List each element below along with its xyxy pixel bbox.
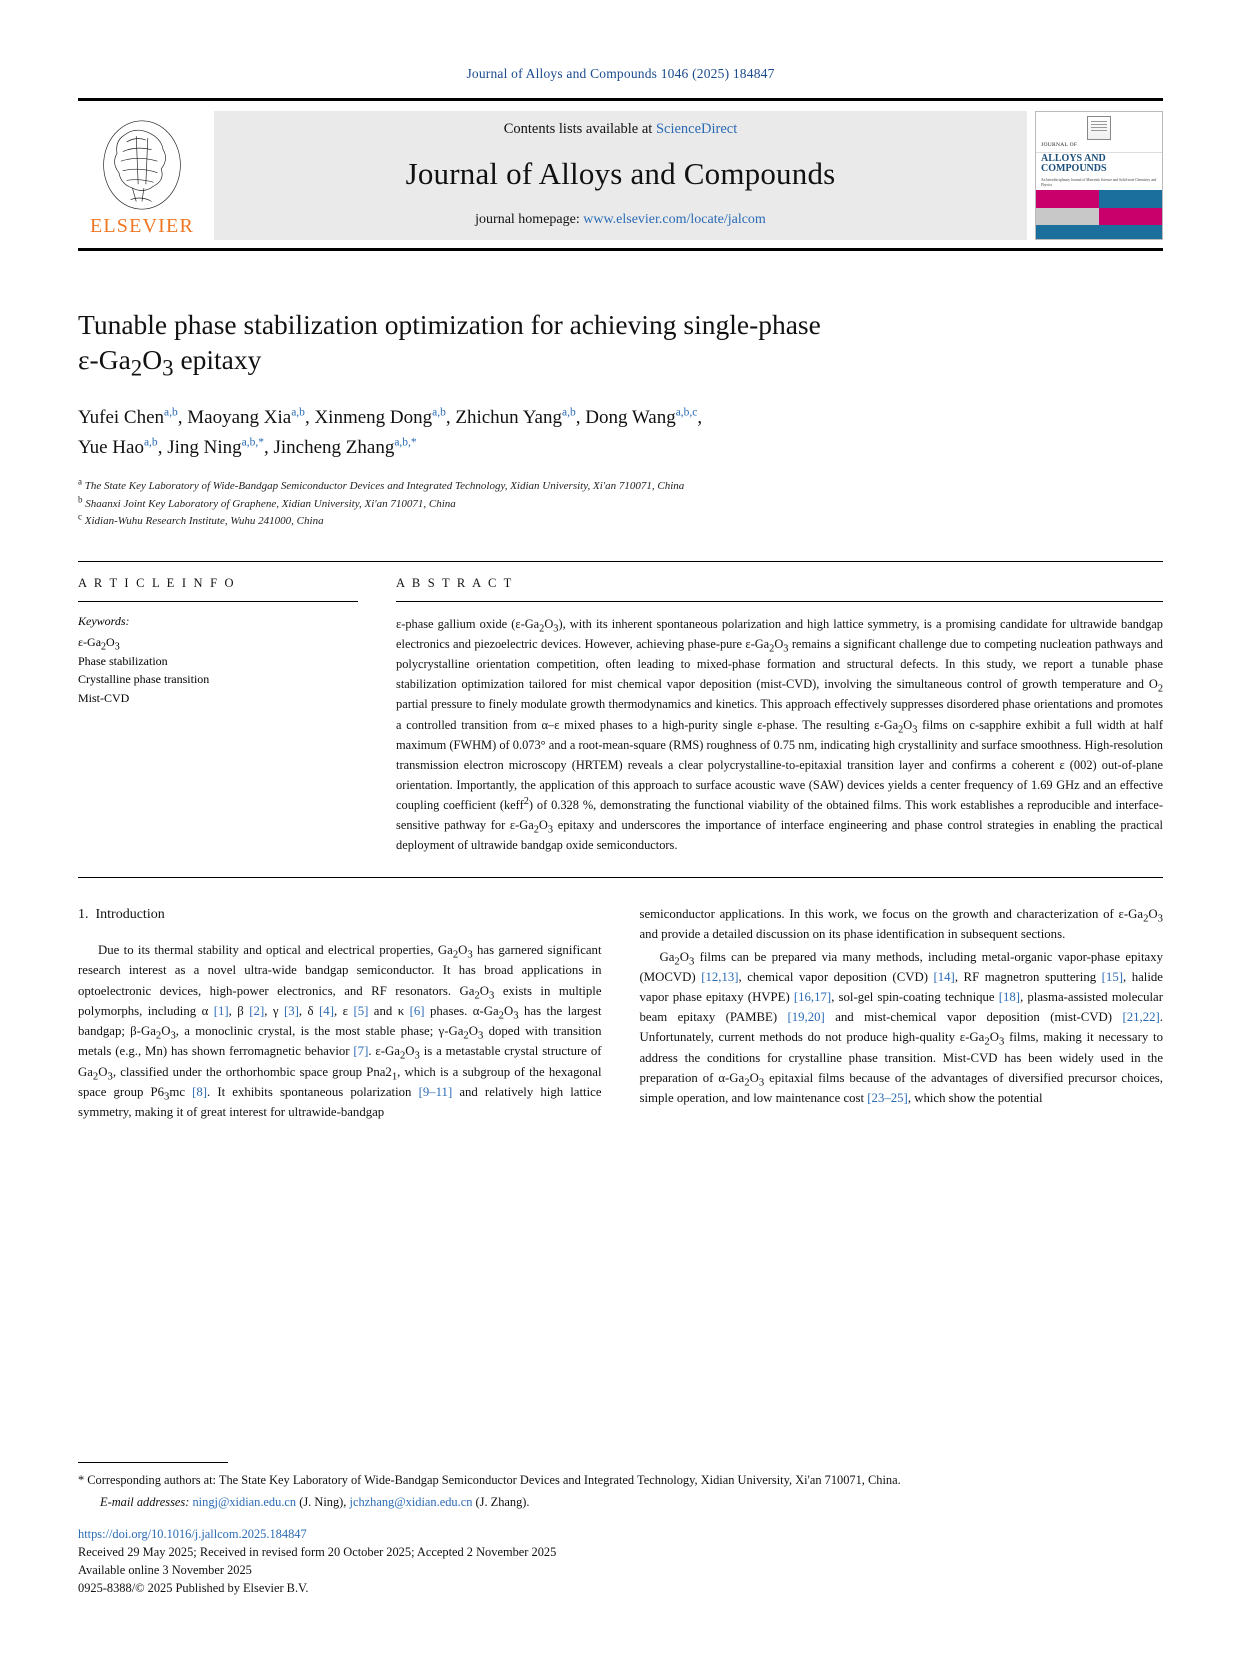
citation-link[interactable]: [6] <box>409 1003 425 1018</box>
abstract-heading: A B S T R A C T <box>396 576 514 591</box>
citation-link[interactable]: [21,22] <box>1122 1010 1160 1025</box>
journal-cover-thumbnail <box>1035 111 1163 240</box>
publication-meta <box>78 1526 1163 1598</box>
journal-book-icon <box>1087 116 1111 140</box>
article-content <box>78 307 1163 1124</box>
journal-band <box>214 111 1027 240</box>
contents-prefix: Contents lists available at <box>503 121 656 137</box>
citation-link[interactable]: [14] <box>933 969 955 984</box>
citation-link[interactable]: [4] <box>319 1003 334 1018</box>
running-head: Journal of Alloys and Compounds 1046 (2025) 184847 <box>466 66 775 81</box>
email-owner-ning: (J. Ning), <box>299 1495 347 1510</box>
body-column-left <box>78 904 602 1124</box>
author: Jing Ning$^{a,b,*}$, <box>167 436 274 458</box>
keyword-item: Crystalline phase transition <box>78 672 210 687</box>
author: Yue Hao$^{a,b}$, <box>78 436 168 458</box>
abstract-rule <box>396 601 1163 602</box>
article-info-column <box>78 576 358 855</box>
history-line: Received 29 May 2025; Received in revised form 20 October 2025; Accepted 2 November 2025 <box>78 1545 557 1560</box>
cover-tile-1 <box>1036 190 1099 207</box>
cover-top <box>1036 112 1162 153</box>
cover-label: JOURNAL OF <box>1041 142 1078 148</box>
author: Maoyang Xia$^{a,b}$, <box>187 407 315 429</box>
contents-line <box>504 121 738 138</box>
cover-tile-4 <box>1099 208 1162 225</box>
abstract-text: ε-phase gallium oxide $(\varepsilon-Ga_2O_3)$, with its inherent spontaneous polarization and high lattice symmetry, is a promising candidate for ultrawide bandgap electronics and piezoelectric devices. However, achieving phase-pure $\varepsilon-Ga_2O_3$ remains a significant challenge due to competing nucleation pathways and polycrystalline orientation competition, often leading to mixed-phase formation and structural defects. In this study, we report a tunable phase stabilization optimization tailored for mist chemical vapor deposition (mist-CVD), involving the simultaneous control of growth temperature and $O_2$ partial pressure to finely modulate growth thermodynamics and kinetics. This approach effectively suppresses disordered phase orientations and promotes a controlled transition from α–ε mixed phases to a high-purity single ε-phase. The resulting $\varepsilon-Ga_2O_3$ films on c-sapphire exhibit a full width at half maximum (FWHM) of 0.073° and a root-mean-square (RMS) roughness of 0.75 nm, indicating high crystallinity and surface smoothness. High-resolution transmission electron microscopy (HRTEM) reveals a clear polycrystalline-to-epitaxial transition layer and confirms a coherent ε (002) out-of-plane orientation. Importantly, the application of this approach to surface acoustic wave (SAW) devices yields a center frequency of 1.69 GHz and an effective coupling coefficient (keff$^2$) of 0.328 %, demonstrating the functional viability of the obtained films. This work establishes a reproducible and interface-sensitive pathway for $\varepsilon-Ga_2O_3$ epitaxy and underscores the importance of interface engineering and phase control strategies in enabling the practical deployment of ultrawide bandgap oxide semiconductors. <box>396 617 1164 853</box>
available-online-line: Available online 3 November 2025 <box>78 1563 252 1578</box>
cover-color-grid <box>1036 190 1162 225</box>
abstract-column <box>396 576 1163 855</box>
sciencedirect-link[interactable]: ScienceDirect <box>655 121 738 137</box>
homepage-line <box>475 212 766 228</box>
citation-link[interactable]: [9–11] <box>418 1084 453 1099</box>
body-column-right <box>640 904 1164 1124</box>
affiliation: $^b$ Shaanxi Joint Key Laboratory of Graphene, Xidian University, Xi'an 710071, China <box>78 494 456 510</box>
body-separator <box>78 877 1163 878</box>
cover-tile-2 <box>1099 190 1162 207</box>
author: Yufei Chen$^{a,b}$, <box>78 407 188 429</box>
cover-journal-title: ALLOYS AND COMPOUNDS <box>1041 152 1107 175</box>
corresponding-author-note: * Corresponding authors at: The State Key Laboratory of Wide-Bandgap Semiconductor Devices and Integrated Technology, Xidian University, Xi'an 710071, China. <box>78 1472 901 1487</box>
title-line-1: Tunable phase stabilization optimization for achieving single-phase <box>78 309 821 340</box>
title-line-2: $\varepsilon-Ga_2O_3$ epitaxy <box>78 344 262 381</box>
journal-homepage-link[interactable]: www.elsevier.com/locate/jalcom <box>583 212 766 227</box>
body-columns <box>78 904 1163 1124</box>
citation-link[interactable]: [18] <box>998 990 1021 1005</box>
footnote-rule <box>78 1462 228 1463</box>
citation-link[interactable]: [16,17] <box>793 990 832 1005</box>
author: Jincheng Zhang$^{a,b,*}$ <box>273 436 417 458</box>
cover-tile-3 <box>1036 208 1099 225</box>
citation-link[interactable]: [12,13] <box>701 969 739 984</box>
author: Dong Wang$^{a,b,c}$, <box>585 407 703 429</box>
doi-link[interactable]: https://doi.org/10.1016/j.jallcom.2025.184847 <box>78 1527 307 1542</box>
section-heading-introduction: 1. Introduction <box>78 907 165 923</box>
citation-link[interactable]: [19,20] <box>787 1010 825 1025</box>
citation-link[interactable]: [1] <box>213 1003 229 1018</box>
cover-description: An Interdisciplinary Journal of Materials Science and Solid-state Chemistry and Physics <box>1041 177 1157 187</box>
citation-link[interactable]: [15] <box>1101 969 1123 984</box>
citation-link[interactable]: [8] <box>192 1084 208 1099</box>
citation-link[interactable]: [23–25] <box>867 1091 908 1106</box>
footnote-block <box>78 1462 1163 1598</box>
cover-footer-bar <box>1036 225 1162 239</box>
email-link-ning[interactable]: ningj@xidian.edu.cn <box>192 1495 297 1510</box>
email-label: E-mail addresses: <box>100 1495 190 1510</box>
citation-link[interactable]: [7] <box>353 1044 369 1059</box>
copyright-line: 0925-8388/© 2025 Published by Elsevier B.V. <box>78 1581 309 1596</box>
email-note <box>78 1493 1163 1512</box>
author-list <box>78 403 1163 462</box>
author: Xinmeng Dong$^{a,b}$, <box>314 407 456 429</box>
keyword-item: Phase stabilization <box>78 653 168 668</box>
citation-link[interactable]: [5] <box>353 1003 369 1018</box>
affiliation-list <box>78 478 1163 531</box>
paragraph: semiconductor applications. In this work, we focus on the growth and characterization of $\varepsilon-Ga_2O_3$ and provide a detailed discussion on its phase identification in subsequent sections. <box>639 907 1163 942</box>
citation-link[interactable]: [2] <box>249 1003 265 1018</box>
paragraph: Due to its thermal stability and optical and electrical properties, $Ga_2O_3$ has garnered significant research interest as a novel ultra-wide bandgap semiconductor. It has broad applications in optoelectronic devices, high-power electronics, and RF resonators. $Ga_2O_3$ exists in multiple polymorphs, including α [1], β [2], γ [3], δ [4], ε [5] and κ [6] phases. $\alpha-Ga_2O_3$ has the largest bandgap; $\beta-Ga_2O_3$, a monoclinic crystal, is the most stable phase; $\gamma-Ga_2O_3$ doped with transition metals (e.g., Mn) has shown ferromagnetic behavior [7]. $\varepsilon-Ga_2O_3$ is a metastable crystal structure of $Ga_2O_3$, classified under the orthorhombic space group $Pna2_1$, which is a subgroup of the hexagonal space group $P6_3mc$ [8]. It exhibits spontaneous polarization [9–11] and relatively high lattice symmetry, making it of great interest for ultrawide-bandgap <box>78 943 602 1120</box>
elsevier-tree-icon <box>93 117 191 213</box>
homepage-prefix: journal homepage: <box>475 212 584 227</box>
article-info-rule <box>78 601 358 602</box>
affiliation: $^c$ Xidian-Wuhu Research Institute, Wuhu 241000, China <box>78 511 324 528</box>
keyword-item: Mist-CVD <box>78 690 130 705</box>
keyword-list <box>78 633 358 707</box>
info-abstract-block <box>78 561 1163 855</box>
elsevier-wordmark: ELSEVIER <box>89 215 195 237</box>
journal-masthead <box>78 98 1163 251</box>
journal-title: Journal of Alloys and Compounds <box>405 156 836 191</box>
keywords-label: Keywords: <box>78 614 130 629</box>
elsevier-logo <box>78 111 206 240</box>
email-link-zhang[interactable]: jchzhang@xidian.edu.cn <box>349 1495 473 1510</box>
keyword-item: $\varepsilon-Ga_2O_3$ <box>78 635 120 653</box>
citation-link[interactable]: [3] <box>283 1003 299 1018</box>
page-title <box>78 307 1163 381</box>
affiliation: $^a$ The State Key Laboratory of Wide-Bandgap Semiconductor Devices and Integrated Technology, Xidian University, Xi'an 710071, China <box>78 476 685 493</box>
paragraph: $Ga_2O_3$ films can be prepared via many methods, including metal-organic vapor-phase epitaxy (MOCVD) [12,13], chemical vapor deposition (CVD) [14], RF magnetron sputtering [15], halide vapor phase epitaxy (HVPE) [16,17], sol-gel spin-coating technique [18], plasma-assisted molecular beam epitaxy (PAMBE) [19,20] and mist-chemical vapor deposition (mist-CVD) [21,22]. Unfortunately, current methods do not produce high-quality $\varepsilon-Ga_2O_3$ films, making it necessary to address the conditions for crystalline phase transition. Mist-CVD has been widely used in the preparation of $\alpha-Ga_2O_3$ epitaxial films because of the advantages of diversified precursor choices, simple operation, and low maintenance cost [23–25], which show the potential <box>639 949 1163 1106</box>
author: Zhichun Yang$^{a,b}$, <box>455 407 586 429</box>
email-owner-zhang: (J. Zhang). <box>475 1495 530 1510</box>
article-info-heading: A R T I C L E I N F O <box>78 576 236 591</box>
